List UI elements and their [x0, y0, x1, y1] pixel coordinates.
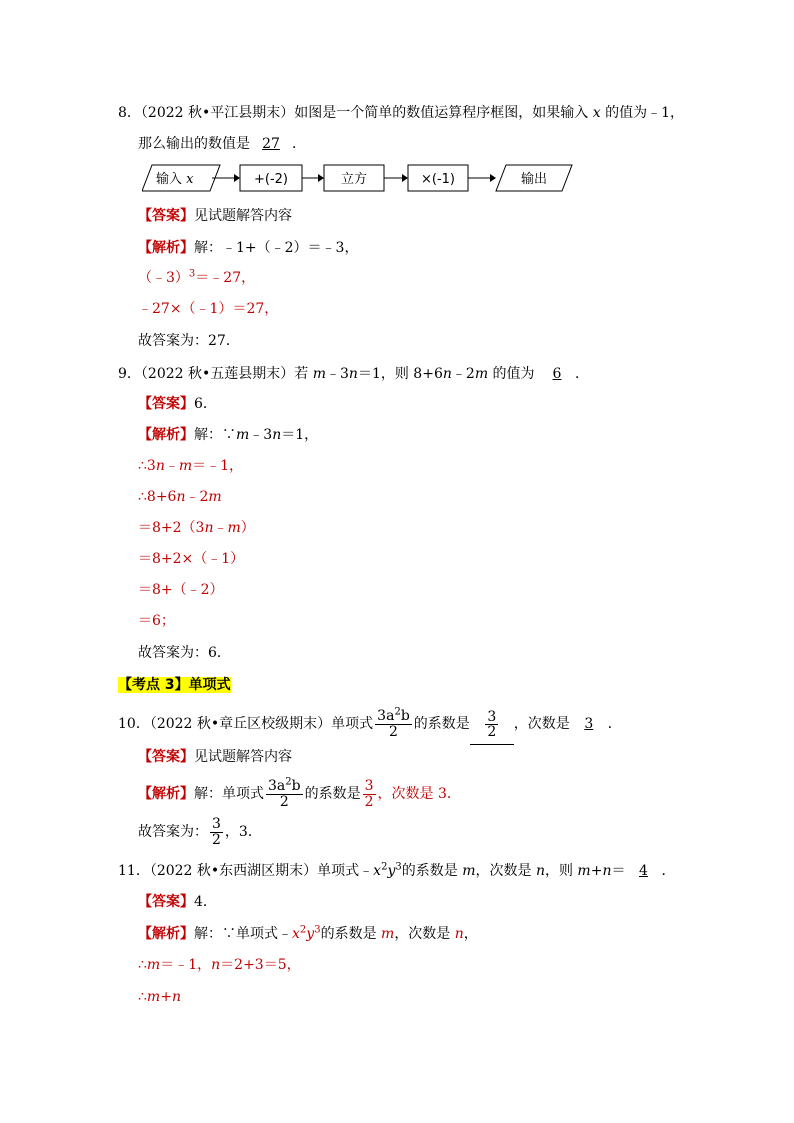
q11-analysis-line3: ∴m+n [138, 989, 181, 1005]
q11-number: 11． [118, 863, 150, 879]
q10-analysis-line: 【解析】解：单项式 $\frac{3a^2b}{2}$ 的系数是 $\frac{3}{2}$ ，次数是 3． [138, 775, 461, 810]
q10-monomial-fraction: $\frac{3a^2b}{2}$ [377, 705, 410, 740]
svg-text:×(-1): ×(-1) [421, 172, 455, 187]
q11-analysis-line1: 【解析】解：∵单项式$﹣x^2y^3$的系数是 m，次数是 n， [138, 924, 478, 942]
q8-analysis-line2: （﹣3）$^3$＝﹣27， [138, 268, 256, 286]
section-label: 【考点 3】单项式 [118, 677, 231, 693]
flow-arrowhead [318, 174, 324, 182]
svg-text:输出: 输出 [520, 172, 548, 187]
q8-flowchart [142, 163, 602, 195]
analysis-tag: 【解析】 [138, 786, 194, 802]
q8-number: 8． [118, 105, 141, 121]
section-heading [118, 675, 231, 695]
q10-coefficient-blank: $\frac{3}{2}$ [470, 704, 514, 745]
q8-answer-blank: 27 [262, 136, 280, 152]
q10-answer-line: 【答案】见试题解答内容 [138, 749, 292, 765]
q9-analysis-line5: ＝8+2×（﹣1） [138, 551, 245, 567]
q11-analysis-line2: ∴m＝﹣1，n＝2+3＝5， [138, 957, 301, 973]
answer-tag: 【答案】 [138, 396, 194, 412]
svg-text:立方: 立方 [340, 172, 368, 187]
q10-stem: 10．（2022 秋•章丘区校级期末）单项式 $\frac{3a^2b}{2}$ 的系数是 $\frac{3}{2}$ ，次数是 3 ． [118, 704, 622, 745]
q9-analysis-line4: ＝8+2（3n﹣m） [138, 520, 255, 536]
svg-text:+(-2): +(-2) [254, 172, 288, 187]
q9-final: 故答案为：6． [138, 645, 231, 661]
q9-analysis-line6: ＝8+（﹣2） [138, 582, 224, 598]
q9-analysis-line7: ＝6； [138, 613, 175, 629]
answer-tag: 【答案】 [138, 749, 194, 765]
flow-input-label: 输入 x [156, 172, 194, 187]
q8-answer-line: 【答案】见试题解答内容 [138, 208, 292, 224]
q10-final: 故答案为： $\frac{3}{2}$ ，3． [138, 815, 262, 848]
q8-analysis-line1: 【解析】解：﹣1+（﹣2）＝﹣3， [138, 240, 359, 256]
flow-arrowhead [490, 174, 496, 182]
flow-arrowhead [234, 174, 240, 182]
q8-stem-line1: 8．（2022 秋•平江县期末）如图是一个简单的数值运算程序框图，如果输入 x 的值为﹣1， [118, 105, 684, 121]
q8-stem-line2: 那么输出的数值是 27 ． [138, 136, 306, 152]
q10-number: 10． [118, 716, 150, 732]
analysis-tag: 【解析】 [138, 427, 194, 443]
answer-tag: 【答案】 [138, 894, 194, 910]
analysis-tag: 【解析】 [138, 926, 194, 942]
answer-tag: 【答案】 [138, 208, 194, 224]
q10-degree-blank: 3 [584, 716, 594, 732]
q9-analysis-line3: ∴8+6n﹣2m [138, 489, 222, 505]
flow-arrowhead [402, 174, 408, 182]
analysis-tag: 【解析】 [138, 240, 194, 256]
q9-answer-blank: 6 [552, 366, 562, 382]
q8-final: 故答案为：27． [138, 333, 240, 349]
q11-answer-blank: 4 [639, 863, 648, 879]
q9-stem: 9．（2022 秋•五莲县期末）若 m﹣3n＝1，则 8+6n﹣2m 的值为 6 ． [118, 366, 589, 382]
q9-number: 9． [118, 366, 141, 382]
q9-analysis-line2: ∴3n﹣m＝﹣1， [138, 458, 244, 474]
q11-answer-line: 【答案】4． [138, 894, 217, 910]
q9-analysis-line1: 【解析】解：∵m﹣3n＝1， [138, 427, 319, 443]
q11-stem: 11．（2022 秋•东西湖区期末）单项式$﹣x^2y^3$的系数是 m，次数是 n，则 m+n＝ 4 ． [118, 861, 676, 879]
q9-answer-line: 【答案】6． [138, 396, 217, 412]
q8-analysis-line3: ﹣27×（﹣1）＝27， [138, 301, 279, 317]
